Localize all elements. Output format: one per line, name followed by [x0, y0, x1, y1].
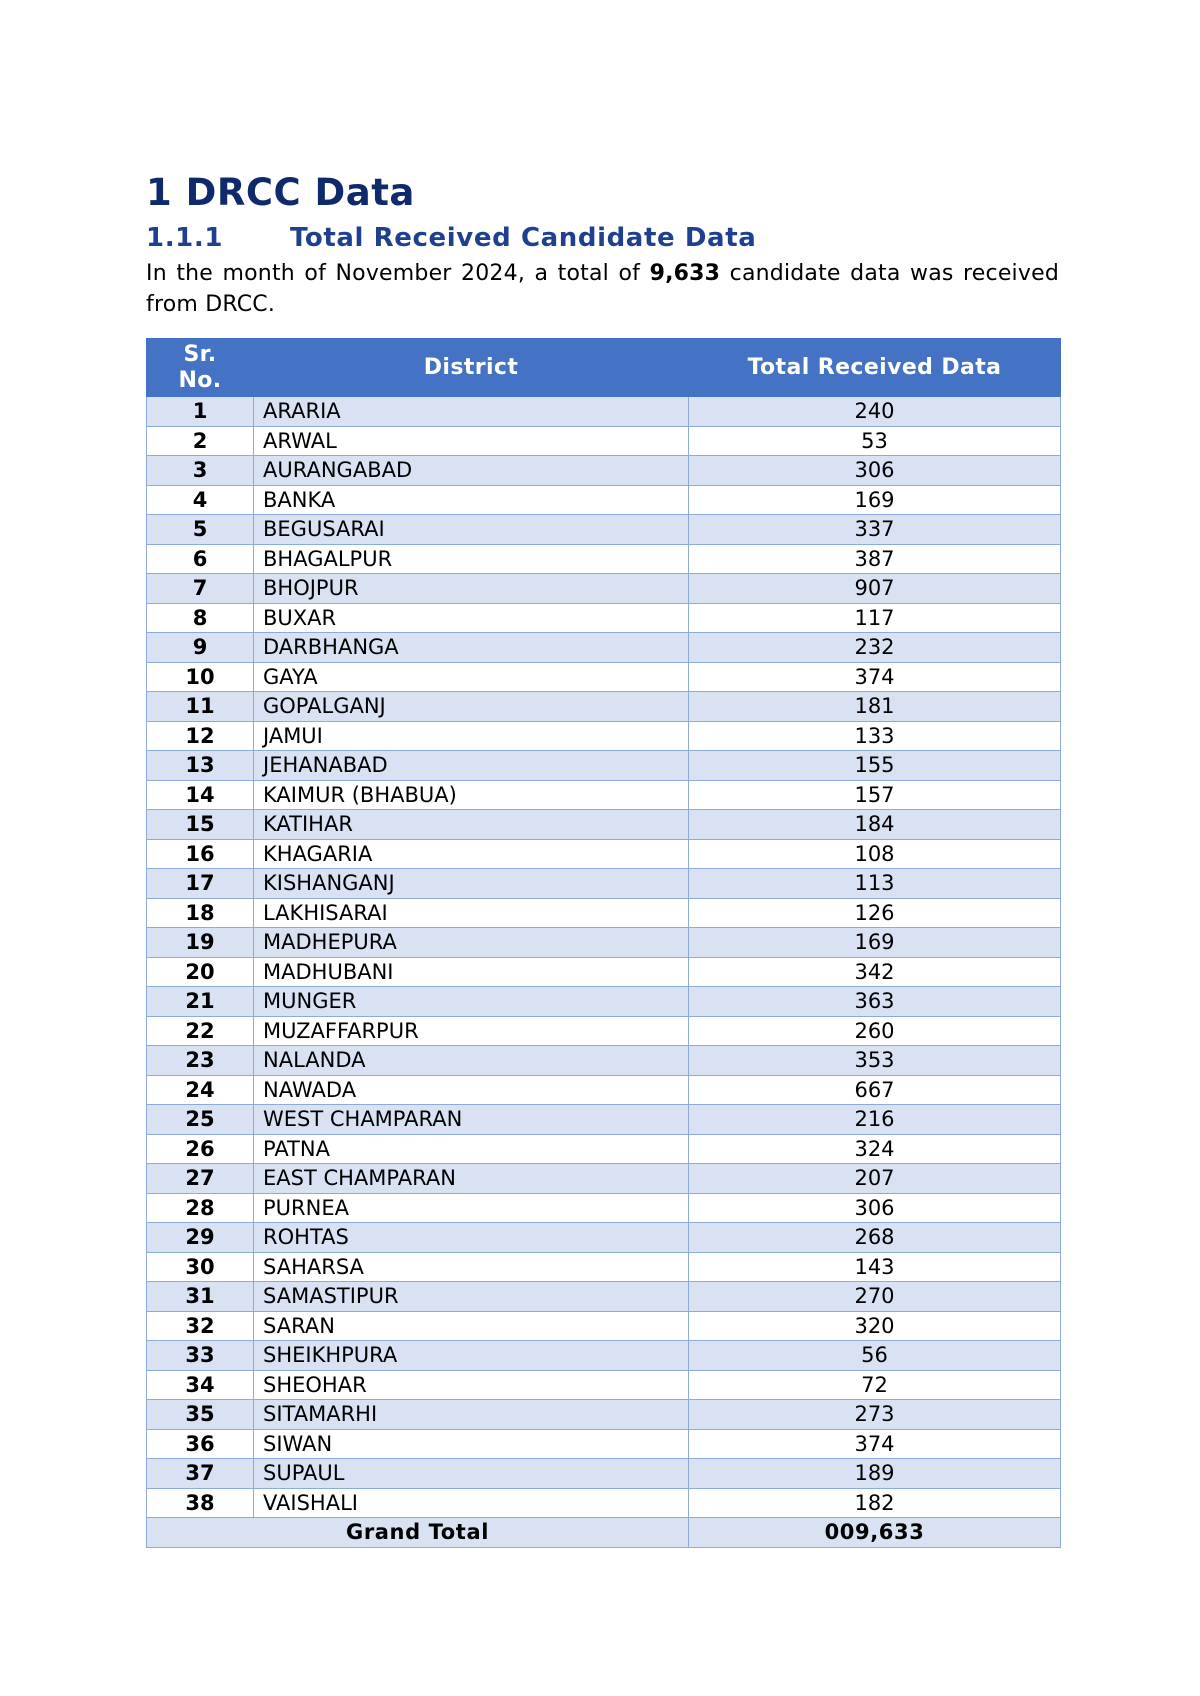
cell-total-received: 260 — [689, 1016, 1061, 1046]
cell-total-received: 184 — [689, 810, 1061, 840]
cell-district: MADHEPURA — [254, 928, 689, 958]
cell-total-received: 374 — [689, 662, 1061, 692]
cell-district: BUXAR — [254, 603, 689, 633]
cell-total-received: 387 — [689, 544, 1061, 574]
table-row — [147, 692, 1061, 722]
table-row — [147, 397, 1061, 427]
cell-sr-no: 27 — [147, 1164, 254, 1194]
cell-sr-no: 32 — [147, 1311, 254, 1341]
cell-total-received: 374 — [689, 1429, 1061, 1459]
cell-sr-no: 16 — [147, 839, 254, 869]
cell-total-received: 169 — [689, 485, 1061, 515]
cell-district: SAMASTIPUR — [254, 1282, 689, 1312]
cell-sr-no: 20 — [147, 957, 254, 987]
cell-district: ROHTAS — [254, 1223, 689, 1253]
cell-total-received: 216 — [689, 1105, 1061, 1135]
cell-total-received: 342 — [689, 957, 1061, 987]
section-title: DRCC Data — [185, 171, 415, 214]
cell-total-received: 324 — [689, 1134, 1061, 1164]
cell-sr-no: 22 — [147, 1016, 254, 1046]
cell-sr-no: 12 — [147, 721, 254, 751]
cell-district: KHAGARIA — [254, 839, 689, 869]
cell-sr-no: 26 — [147, 1134, 254, 1164]
cell-sr-no: 21 — [147, 987, 254, 1017]
cell-district: SARAN — [254, 1311, 689, 1341]
cell-district: BEGUSARAI — [254, 515, 689, 545]
table-row — [147, 987, 1061, 1017]
table-row — [147, 1311, 1061, 1341]
intro-text-before: In the month of November 2024, a total of — [146, 261, 650, 286]
cell-district: EAST CHAMPARAN — [254, 1164, 689, 1194]
table-row — [147, 1134, 1061, 1164]
cell-district: BANKA — [254, 485, 689, 515]
cell-total-received: 143 — [689, 1252, 1061, 1282]
cell-sr-no: 18 — [147, 898, 254, 928]
cell-total-received: 306 — [689, 456, 1061, 486]
cell-district: ARARIA — [254, 397, 689, 427]
cell-district: SIWAN — [254, 1429, 689, 1459]
cell-total-received: 189 — [689, 1459, 1061, 1489]
cell-total-received: 72 — [689, 1370, 1061, 1400]
cell-district: SUPAUL — [254, 1459, 689, 1489]
intro-highlight-total: 9,633 — [649, 261, 721, 286]
table-row — [147, 574, 1061, 604]
table-row — [147, 1459, 1061, 1489]
table-row — [147, 633, 1061, 663]
table-row — [147, 1164, 1061, 1194]
cell-district: SITAMARHI — [254, 1400, 689, 1430]
intro-paragraph — [146, 258, 1059, 320]
cell-district: SAHARSA — [254, 1252, 689, 1282]
cell-sr-no: 8 — [147, 603, 254, 633]
cell-sr-no: 25 — [147, 1105, 254, 1135]
cell-district: WEST CHAMPARAN — [254, 1105, 689, 1135]
cell-sr-no: 1 — [147, 397, 254, 427]
cell-total-received: 56 — [689, 1341, 1061, 1371]
cell-district: KAIMUR (BHABUA) — [254, 780, 689, 810]
cell-district: KATIHAR — [254, 810, 689, 840]
cell-total-received: 306 — [689, 1193, 1061, 1223]
table-row — [147, 928, 1061, 958]
table-row — [147, 426, 1061, 456]
table-row — [147, 1488, 1061, 1518]
subsection-heading — [146, 220, 1059, 256]
cell-total-received: 337 — [689, 515, 1061, 545]
table-row — [147, 515, 1061, 545]
grand-total-value: 009,633 — [689, 1518, 1061, 1548]
cell-district: SHEOHAR — [254, 1370, 689, 1400]
cell-sr-no: 28 — [147, 1193, 254, 1223]
intro-text-after: candidate data was received from DRCC. — [146, 261, 1059, 317]
cell-total-received: 270 — [689, 1282, 1061, 1312]
table-row — [147, 1193, 1061, 1223]
table-header-row — [147, 339, 1061, 397]
cell-district: MUZAFFARPUR — [254, 1016, 689, 1046]
cell-total-received: 320 — [689, 1311, 1061, 1341]
cell-sr-no: 2 — [147, 426, 254, 456]
cell-sr-no: 35 — [147, 1400, 254, 1430]
cell-district: GOPALGANJ — [254, 692, 689, 722]
table-row — [147, 810, 1061, 840]
cell-district: DARBHANGA — [254, 633, 689, 663]
table-row — [147, 751, 1061, 781]
table-row — [147, 957, 1061, 987]
cell-total-received: 126 — [689, 898, 1061, 928]
cell-district: PURNEA — [254, 1193, 689, 1223]
table-row — [147, 1341, 1061, 1371]
cell-district: PATNA — [254, 1134, 689, 1164]
cell-total-received: 155 — [689, 751, 1061, 781]
cell-total-received: 232 — [689, 633, 1061, 663]
cell-district: BHAGALPUR — [254, 544, 689, 574]
cell-total-received: 117 — [689, 603, 1061, 633]
cell-total-received: 108 — [689, 839, 1061, 869]
district-data-table — [146, 338, 1061, 1548]
cell-district: ARWAL — [254, 426, 689, 456]
cell-sr-no: 36 — [147, 1429, 254, 1459]
table-row — [147, 1105, 1061, 1135]
grand-total-label: Grand Total — [147, 1518, 689, 1548]
cell-district: MADHUBANI — [254, 957, 689, 987]
cell-district: KISHANGANJ — [254, 869, 689, 899]
cell-total-received: 157 — [689, 780, 1061, 810]
header-total-received: Total Received Data — [689, 339, 1061, 397]
cell-sr-no: 24 — [147, 1075, 254, 1105]
cell-sr-no: 29 — [147, 1223, 254, 1253]
cell-district: MUNGER — [254, 987, 689, 1017]
table-row — [147, 1370, 1061, 1400]
cell-district: BHOJPUR — [254, 574, 689, 604]
table-row — [147, 839, 1061, 869]
table-row — [147, 1282, 1061, 1312]
cell-total-received: 169 — [689, 928, 1061, 958]
cell-sr-no: 19 — [147, 928, 254, 958]
cell-district: JAMUI — [254, 721, 689, 751]
table-body — [147, 397, 1061, 1548]
cell-sr-no: 10 — [147, 662, 254, 692]
cell-total-received: 363 — [689, 987, 1061, 1017]
table-row — [147, 1016, 1061, 1046]
cell-sr-no: 31 — [147, 1282, 254, 1312]
section-heading — [146, 168, 1059, 218]
table-row — [147, 869, 1061, 899]
grand-total-row — [147, 1518, 1061, 1548]
cell-sr-no: 15 — [147, 810, 254, 840]
cell-district: GAYA — [254, 662, 689, 692]
cell-sr-no: 3 — [147, 456, 254, 486]
cell-district: JEHANABAD — [254, 751, 689, 781]
cell-district: VAISHALI — [254, 1488, 689, 1518]
cell-sr-no: 9 — [147, 633, 254, 663]
cell-total-received: 113 — [689, 869, 1061, 899]
cell-sr-no: 11 — [147, 692, 254, 722]
cell-sr-no: 33 — [147, 1341, 254, 1371]
cell-district: NALANDA — [254, 1046, 689, 1076]
cell-total-received: 353 — [689, 1046, 1061, 1076]
cell-total-received: 273 — [689, 1400, 1061, 1430]
table-row — [147, 603, 1061, 633]
cell-sr-no: 4 — [147, 485, 254, 515]
cell-district: NAWADA — [254, 1075, 689, 1105]
cell-district: LAKHISARAI — [254, 898, 689, 928]
cell-total-received: 240 — [689, 397, 1061, 427]
cell-sr-no: 14 — [147, 780, 254, 810]
cell-total-received: 667 — [689, 1075, 1061, 1105]
table-row — [147, 1223, 1061, 1253]
cell-sr-no: 5 — [147, 515, 254, 545]
subsection-number: 1.1.1 — [146, 223, 224, 253]
table-row — [147, 1046, 1061, 1076]
table-row — [147, 1075, 1061, 1105]
table-row — [147, 544, 1061, 574]
section-number: 1 — [146, 171, 173, 214]
cell-district: SHEIKHPURA — [254, 1341, 689, 1371]
cell-total-received: 181 — [689, 692, 1061, 722]
cell-sr-no: 7 — [147, 574, 254, 604]
table-row — [147, 1400, 1061, 1430]
cell-district: AURANGABAD — [254, 456, 689, 486]
document-page — [146, 168, 1059, 1548]
table-row — [147, 721, 1061, 751]
cell-sr-no: 37 — [147, 1459, 254, 1489]
table-row — [147, 485, 1061, 515]
cell-sr-no: 34 — [147, 1370, 254, 1400]
cell-sr-no: 23 — [147, 1046, 254, 1076]
table-row — [147, 1252, 1061, 1282]
cell-total-received: 133 — [689, 721, 1061, 751]
cell-total-received: 907 — [689, 574, 1061, 604]
table-row — [147, 780, 1061, 810]
table-row — [147, 898, 1061, 928]
cell-sr-no: 6 — [147, 544, 254, 574]
cell-sr-no: 13 — [147, 751, 254, 781]
table-row — [147, 1429, 1061, 1459]
cell-total-received: 268 — [689, 1223, 1061, 1253]
cell-total-received: 207 — [689, 1164, 1061, 1194]
header-sr-no: Sr. No. — [147, 339, 254, 397]
header-district: District — [254, 339, 689, 397]
cell-total-received: 53 — [689, 426, 1061, 456]
table-row — [147, 456, 1061, 486]
cell-total-received: 182 — [689, 1488, 1061, 1518]
cell-sr-no: 17 — [147, 869, 254, 899]
table-row — [147, 662, 1061, 692]
subsection-title: Total Received Candidate Data — [290, 223, 757, 253]
cell-sr-no: 38 — [147, 1488, 254, 1518]
cell-sr-no: 30 — [147, 1252, 254, 1282]
